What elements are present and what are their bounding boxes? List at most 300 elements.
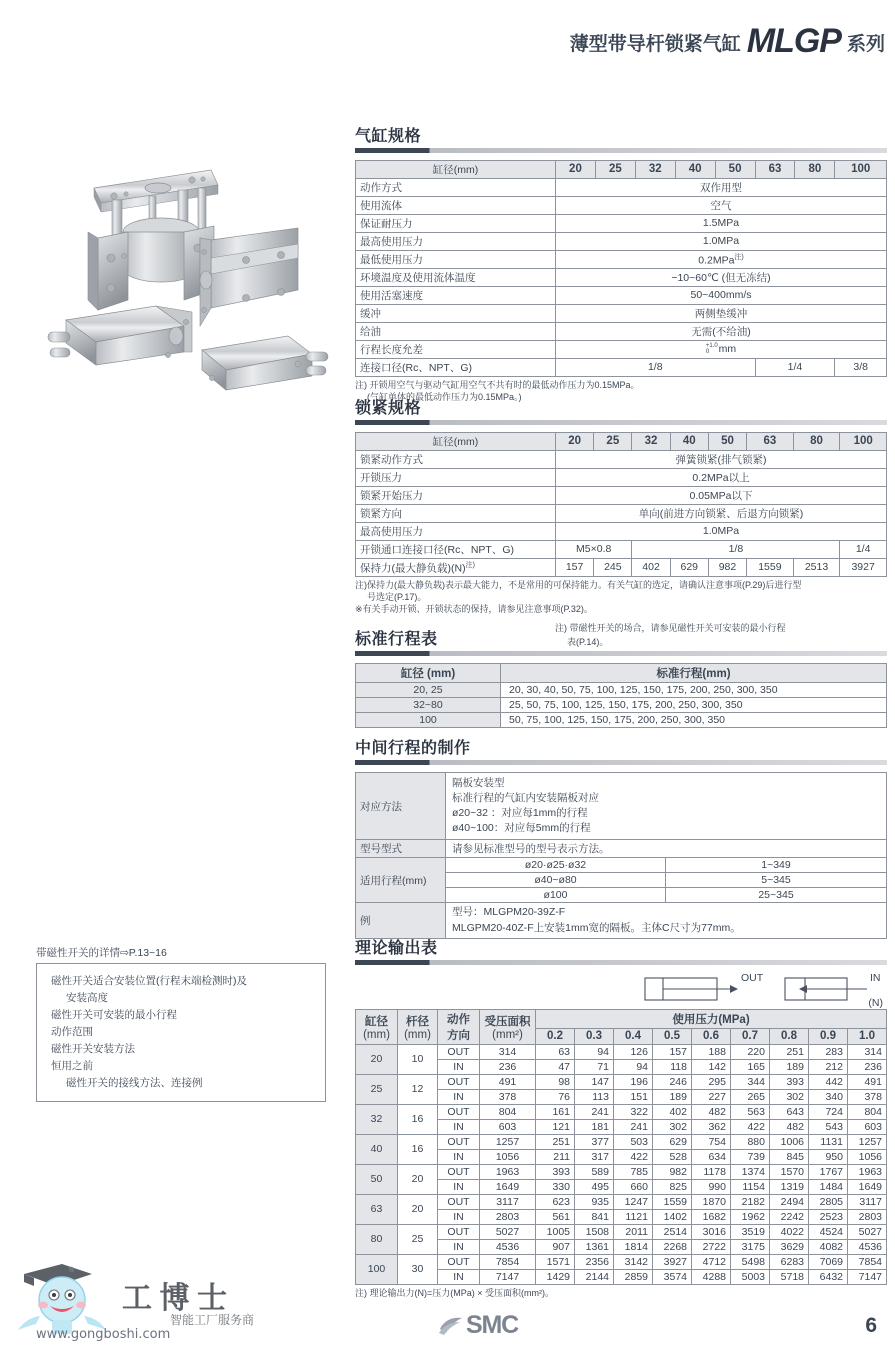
rod-cell: 10 (398, 1044, 438, 1074)
output-value-cell: 1006 (770, 1134, 809, 1149)
standard-stroke-heading: 标准行程表 (355, 631, 438, 648)
output-value-cell: 4288 (692, 1269, 731, 1284)
row-value (556, 340, 887, 358)
row-label (356, 558, 556, 577)
output-value-cell: 378 (848, 1089, 887, 1104)
output-value-cell: 841 (575, 1209, 614, 1224)
output-value-cell: 589 (575, 1164, 614, 1179)
output-value-cell: 246 (653, 1074, 692, 1089)
bore-63: 63 (747, 432, 794, 450)
output-value-cell: 724 (809, 1104, 848, 1119)
list-item-sub: 安装高度 (66, 992, 108, 1004)
method-label: 对应方法 (356, 772, 446, 840)
bore-25: 25 (595, 160, 635, 178)
area-cell: 491 (480, 1074, 536, 1089)
direction-cell: IN (438, 1119, 480, 1134)
header-chinese-title: 薄型带导杆锁紧气缸 (569, 34, 741, 55)
list-item-text: 磁性开关可安装的最小行程 (51, 1009, 177, 1021)
bore-cell: 50 (356, 1164, 398, 1194)
row-value: 1.5MPa (556, 214, 887, 232)
table-row (356, 196, 887, 214)
svg-text:®: ® (68, 1266, 75, 1274)
output-value-cell: 482 (692, 1104, 731, 1119)
stroke-values: 25, 50, 75, 100, 125, 150, 175, 200, 250, 300, 350 (501, 697, 887, 712)
note-line-2: 号选定(P.17)。 (367, 592, 427, 603)
bore-32: 32 (632, 432, 670, 450)
area-column-header (480, 1009, 536, 1044)
output-value-cell: 1247 (614, 1194, 653, 1209)
method-line-1: 隔板安装型 (452, 776, 505, 789)
row-label: 保证耐压力 (356, 214, 556, 232)
hold-force-20: 157 (556, 558, 594, 577)
direction-cell: OUT (438, 1074, 480, 1089)
bore-column-header (356, 1009, 398, 1044)
intermediate-stroke-section (355, 740, 887, 939)
applicable-bore: ø40~ø80 (446, 873, 666, 888)
table-header-row (356, 160, 887, 178)
output-value-cell: 880 (731, 1134, 770, 1149)
output-value-cell: 950 (809, 1149, 848, 1164)
row-label: 连接口径(Rc、NPT、G) (356, 358, 556, 376)
table-row (356, 1044, 887, 1059)
note-line-1: 注)保持力(最大静负载)表示最大能力，不是常用的可保持能力。有关气缸的选定，请确认注意事项(P.29)后进行型 (355, 580, 802, 591)
standard-stroke-title-wrap (355, 622, 545, 651)
direction-cell: OUT (438, 1044, 480, 1059)
row-value: 1.0MPa (556, 232, 887, 250)
output-value-cell: 6283 (770, 1254, 809, 1269)
output-value-cell: 126 (614, 1044, 653, 1059)
action-header-line2: 方向 (447, 1029, 470, 1042)
area-header-unit: (mm²) (492, 1028, 523, 1041)
port-size-large: 3/8 (835, 358, 887, 376)
output-value-cell: 317 (575, 1149, 614, 1164)
rod-cell: 30 (398, 1254, 438, 1284)
row-value: 0.2MPa以上 (556, 468, 887, 486)
output-value-cell: 393 (536, 1164, 575, 1179)
area-header-text: 受压面积 (484, 1015, 531, 1028)
model-type-value: 请参见标准型号的型号表示方法。 (446, 840, 887, 858)
list-item-text: 磁性开关适合安装位置(行程末端检测时)及 (51, 975, 247, 987)
output-value-cell: 2859 (614, 1269, 653, 1284)
unlock-port-large: 1/4 (840, 540, 887, 558)
lock-spec-heading: 锁紧规格 (355, 400, 422, 417)
standard-stroke-rule (355, 651, 887, 656)
table-row (356, 1134, 887, 1149)
output-value-cell: 2514 (653, 1224, 692, 1239)
cylinder-spec-table (355, 160, 887, 377)
direction-cell: OUT (438, 1104, 480, 1119)
page-header (570, 24, 885, 58)
applicable-stroke-label: 适用行程(mm) (356, 858, 446, 903)
output-value-cell: 1319 (770, 1179, 809, 1194)
magnetic-switch-box (36, 963, 326, 1102)
standard-stroke-section (355, 622, 887, 728)
product-photo (6, 140, 346, 420)
output-value-cell: 2356 (575, 1254, 614, 1269)
standard-stroke-header-row (355, 622, 887, 651)
in-label: IN (870, 971, 881, 984)
theoretical-output-body (356, 1044, 887, 1284)
pressure-group-header: 使用压力(MPa) (536, 1009, 887, 1029)
row-label: 行程长度允差 (356, 340, 556, 358)
list-item (51, 1024, 315, 1041)
theoretical-output-section (355, 940, 887, 1299)
output-value-cell: 1131 (809, 1134, 848, 1149)
stroke-column-header: 标准行程(mm) (501, 663, 887, 682)
row-label: 开锁压力 (356, 468, 556, 486)
pressure-0-7: 0.7 (731, 1029, 770, 1044)
table-row (356, 1164, 887, 1179)
row-label: 最高使用压力 (356, 232, 556, 250)
output-value-cell: 5718 (770, 1269, 809, 1284)
list-item (51, 1041, 315, 1058)
direction-cell: IN (438, 1149, 480, 1164)
output-value-cell: 113 (575, 1089, 614, 1104)
output-value-cell: 643 (770, 1104, 809, 1119)
area-cell: 5027 (480, 1224, 536, 1239)
output-value-cell: 302 (770, 1089, 809, 1104)
hold-force-50: 982 (708, 558, 746, 577)
bore-cell: 32 (356, 1104, 398, 1134)
table-row (356, 450, 887, 468)
output-value-cell: 3629 (770, 1239, 809, 1254)
method-line-3: ø20~32 ：对应每1mm的行程 (452, 807, 588, 820)
area-cell: 1963 (480, 1164, 536, 1179)
output-value-cell: 629 (653, 1134, 692, 1149)
output-value-cell: 2011 (614, 1224, 653, 1239)
output-value-cell: 528 (653, 1149, 692, 1164)
bore-cell: 25 (356, 1074, 398, 1104)
row-label: 最高使用压力 (356, 522, 556, 540)
area-cell: 1257 (480, 1134, 536, 1149)
output-value-cell: 825 (653, 1179, 692, 1194)
row-value: 单向(前进方向锁紧、后退方向锁紧) (556, 504, 887, 522)
output-value-cell: 98 (536, 1074, 575, 1089)
table-row (356, 304, 887, 322)
model-type-label: 型号型式 (356, 840, 446, 858)
table-row (356, 840, 887, 858)
theoretical-output-rule (355, 960, 887, 965)
output-value-cell: 142 (692, 1059, 731, 1074)
list-item-sub: 磁性开关的接线方法、连接例 (66, 1077, 203, 1089)
list-item (51, 1058, 315, 1092)
table-row (356, 486, 887, 504)
pressure-0-9: 0.9 (809, 1029, 848, 1044)
bore-cell: 40 (356, 1134, 398, 1164)
output-value-cell: 251 (536, 1134, 575, 1149)
applicable-bore: ø100 (446, 888, 666, 903)
output-value-cell: 157 (653, 1044, 692, 1059)
output-value-cell: 2523 (809, 1209, 848, 1224)
smc-wordmark: SMC (466, 1311, 518, 1339)
output-value-cell: 4022 (770, 1224, 809, 1239)
row-label: 最低使用压力 (356, 250, 556, 268)
row-label: 使用流体 (356, 196, 556, 214)
intermediate-stroke-table (355, 772, 887, 939)
output-value-cell: 189 (770, 1059, 809, 1074)
svg-text:工 博 士: 工 博 士 (122, 1282, 227, 1315)
table-row (356, 858, 887, 873)
output-value-cell: 990 (692, 1179, 731, 1194)
row-value: 两侧垫缓冲 (556, 304, 887, 322)
output-value-cell: 907 (536, 1239, 575, 1254)
direction-cell: IN (438, 1239, 480, 1254)
output-value-cell: 265 (731, 1089, 770, 1104)
row-label: 环境温度及使用流体温度 (356, 268, 556, 286)
table-row (356, 682, 887, 697)
output-value-cell: 603 (848, 1119, 887, 1134)
footnote-marker: 注) (465, 561, 475, 569)
table-row (356, 178, 887, 196)
output-value-cell: 660 (614, 1179, 653, 1194)
output-value-cell: 1559 (653, 1194, 692, 1209)
output-value-cell: 422 (614, 1149, 653, 1164)
magnetic-switch-info (36, 945, 326, 1102)
cylinder-spec-section (355, 128, 887, 403)
bore-cell: 32~80 (356, 697, 501, 712)
output-value-cell: 1870 (692, 1194, 731, 1209)
bore-80: 80 (793, 432, 840, 450)
output-value-cell: 1402 (653, 1209, 692, 1224)
direction-cell: IN (438, 1179, 480, 1194)
bore-column-header: 缸径(mm) (356, 432, 556, 450)
rod-header-text: 杆径 (406, 1015, 429, 1028)
example-line-1: 型号：MLGPM20-39Z-F (452, 906, 566, 919)
output-value-cell: 739 (731, 1149, 770, 1164)
table-row (356, 322, 887, 340)
theoretical-output-note: 注) 理论输出力(N)=压力(MPa) × 受压面积(mm²)。 (355, 1287, 554, 1298)
magnetic-switch-head: 带磁性开关的详情⇨P.13~16 (36, 947, 167, 959)
table-row (356, 232, 887, 250)
cylinder-spec-heading: 气缸规格 (355, 128, 422, 145)
output-value-cell: 3142 (614, 1254, 653, 1269)
row-label: 开锁通口连接口径(Rc、NPT、G) (356, 540, 556, 558)
area-cell: 1649 (480, 1179, 536, 1194)
action-column-header (438, 1009, 480, 1044)
output-value-cell: 302 (653, 1119, 692, 1134)
area-cell: 2803 (480, 1209, 536, 1224)
rod-column-header (398, 1009, 438, 1044)
output-value-cell: 1374 (731, 1164, 770, 1179)
svg-text:智能工厂服务商: 智能工厂服务商 (170, 1313, 255, 1327)
table-row (356, 558, 887, 577)
output-value-cell: 3574 (653, 1269, 692, 1284)
standard-stroke-side-note (555, 622, 887, 649)
output-value-cell: 503 (614, 1134, 653, 1149)
side-note-line-2: 表(P.14)。 (567, 636, 609, 647)
output-value-cell: 7147 (848, 1269, 887, 1284)
row-value: 空气 (556, 196, 887, 214)
table-row (356, 1074, 887, 1089)
tolerance-unit: mm (718, 342, 737, 355)
output-value-cell: 5003 (731, 1269, 770, 1284)
output-value-cell: 236 (848, 1059, 887, 1074)
table-row (356, 903, 887, 938)
output-value-cell: 5498 (731, 1254, 770, 1269)
out-cylinder-icon (645, 978, 738, 1000)
direction-cell: OUT (438, 1194, 480, 1209)
output-value-cell: 785 (614, 1164, 653, 1179)
row-label: 给油 (356, 322, 556, 340)
output-value-cell: 1178 (692, 1164, 731, 1179)
output-value-cell: 561 (536, 1209, 575, 1224)
row-label: 锁紧动作方式 (356, 450, 556, 468)
stroke-values: 50, 75, 100, 125, 150, 175, 200, 250, 300, 350 (501, 712, 887, 727)
row-label: 缓冲 (356, 304, 556, 322)
output-value-cell: 1154 (731, 1179, 770, 1194)
bore-32: 32 (635, 160, 675, 178)
row-label: 动作方式 (356, 178, 556, 196)
output-value-cell: 1005 (536, 1224, 575, 1239)
port-size-small: 1/8 (556, 358, 756, 376)
bore-column-header: 缸径 (mm) (356, 663, 501, 682)
port-size-medium: 1/4 (755, 358, 835, 376)
output-value-cell: 623 (536, 1194, 575, 1209)
output-value-cell: 241 (614, 1119, 653, 1134)
output-value-cell: 1767 (809, 1164, 848, 1179)
output-value-cell: 189 (653, 1089, 692, 1104)
example-value (446, 903, 887, 938)
output-value-cell: 1121 (614, 1209, 653, 1224)
output-value-cell: 188 (692, 1044, 731, 1059)
row-value: 1.0MPa (556, 522, 887, 540)
direction-cell: OUT (438, 1164, 480, 1179)
table-row (356, 358, 887, 376)
area-cell: 804 (480, 1104, 536, 1119)
pressure-0-5: 0.5 (653, 1029, 692, 1044)
bore-20: 20 (556, 160, 596, 178)
output-value-cell: 212 (809, 1059, 848, 1074)
output-value-cell: 2182 (731, 1194, 770, 1209)
table-header-row (356, 663, 887, 682)
output-value-cell: 181 (575, 1119, 614, 1134)
applicable-bore: ø20·ø25·ø32 (446, 858, 666, 873)
pressure-1-0: 1.0 (848, 1029, 887, 1044)
stroke-values: 20, 30, 40, 50, 75, 100, 125, 150, 175, 200, 250, 300, 350 (501, 682, 887, 697)
output-value-cell: 47 (536, 1059, 575, 1074)
output-value-cell: 402 (653, 1104, 692, 1119)
table-header-row (356, 1009, 887, 1029)
row-value: 双作用型 (556, 178, 887, 196)
table-row (356, 1254, 887, 1269)
hold-force-80: 2513 (793, 558, 840, 577)
header-model-name: MLGP (746, 22, 841, 60)
intermediate-stroke-rule (355, 760, 887, 765)
output-value-cell: 7854 (848, 1254, 887, 1269)
header-series-label: 系列 (846, 34, 885, 55)
output-value-cell: 196 (614, 1074, 653, 1089)
direction-cell: IN (438, 1089, 480, 1104)
bore-20: 20 (556, 432, 594, 450)
row-value (556, 250, 887, 268)
bore-50: 50 (715, 160, 755, 178)
output-value-cell: 1814 (614, 1239, 653, 1254)
output-value-cell: 6432 (809, 1269, 848, 1284)
output-value-cell: 1508 (575, 1224, 614, 1239)
standard-stroke-table (355, 663, 887, 728)
footnote-marker: 注) (734, 253, 744, 261)
output-direction-diagram (355, 972, 887, 1008)
table-row (356, 286, 887, 304)
list-item-text: 恒用之前 (51, 1060, 93, 1072)
method-line-2: 标准行程的气缸内安装隔板对应 (452, 791, 599, 804)
direction-cell: OUT (438, 1254, 480, 1269)
area-cell: 1056 (480, 1149, 536, 1164)
row-label: 锁紧方向 (356, 504, 556, 522)
out-label: OUT (741, 971, 764, 984)
output-value-cell: 227 (692, 1089, 731, 1104)
output-value-cell: 147 (575, 1074, 614, 1089)
output-value-cell: 121 (536, 1119, 575, 1134)
output-value-cell: 362 (692, 1119, 731, 1134)
output-value-cell: 1056 (848, 1149, 887, 1164)
bore-header-text: 缸径 (365, 1015, 388, 1028)
output-value-cell: 2722 (692, 1239, 731, 1254)
area-cell: 603 (480, 1119, 536, 1134)
output-value-cell: 220 (731, 1044, 770, 1059)
table-row (356, 268, 887, 286)
hold-force-100: 3927 (840, 558, 887, 577)
output-value-cell: 330 (536, 1179, 575, 1194)
gongboshi-url: www.gongboshi.com (36, 1327, 171, 1342)
rod-cell: 16 (398, 1134, 438, 1164)
output-value-cell: 754 (692, 1134, 731, 1149)
rod-cell: 20 (398, 1194, 438, 1224)
lock-spec-table (355, 432, 887, 578)
output-value-cell: 543 (809, 1119, 848, 1134)
direction-cell: IN (438, 1209, 480, 1224)
row-label: 锁紧开始压力 (356, 486, 556, 504)
output-value-cell: 63 (536, 1044, 575, 1059)
output-value-cell: 3117 (848, 1194, 887, 1209)
bore-80: 80 (795, 160, 835, 178)
row-value: 无需(不给油) (556, 322, 887, 340)
output-value-cell: 151 (614, 1089, 653, 1104)
bore-header-unit: (mm) (363, 1028, 390, 1041)
output-value-cell: 2144 (575, 1269, 614, 1284)
bore-40: 40 (670, 432, 708, 450)
area-cell: 378 (480, 1089, 536, 1104)
lock-spec-notes (355, 579, 887, 615)
unlock-port-small: M5×0.8 (556, 540, 632, 558)
hold-force-25: 245 (594, 558, 632, 577)
tolerance-fraction (706, 343, 718, 355)
pressure-0-3: 0.3 (575, 1029, 614, 1044)
output-value-cell: 1257 (848, 1134, 887, 1149)
output-value-cell: 314 (848, 1044, 887, 1059)
output-value-cell: 982 (653, 1164, 692, 1179)
table-row (356, 772, 887, 840)
output-value-cell: 4536 (848, 1239, 887, 1254)
output-value-cell: 340 (809, 1089, 848, 1104)
output-value-cell: 3519 (731, 1224, 770, 1239)
output-value-cell: 322 (614, 1104, 653, 1119)
direction-cell: IN (438, 1059, 480, 1074)
list-item (51, 1007, 315, 1024)
output-value-cell: 1571 (536, 1254, 575, 1269)
bore-cell: 20, 25 (356, 682, 501, 697)
pressure-0-6: 0.6 (692, 1029, 731, 1044)
output-value-cell: 563 (731, 1104, 770, 1119)
in-cylinder-icon (785, 978, 867, 1000)
method-line-4: ø40~100：对应每5mm的行程 (452, 822, 591, 835)
output-value-cell: 2242 (770, 1209, 809, 1224)
pressure-0-2: 0.2 (536, 1029, 575, 1044)
area-cell: 3117 (480, 1194, 536, 1209)
output-value-cell: 94 (614, 1059, 653, 1074)
area-cell: 7147 (480, 1269, 536, 1284)
tolerance-upper: +1.0 (705, 343, 718, 350)
